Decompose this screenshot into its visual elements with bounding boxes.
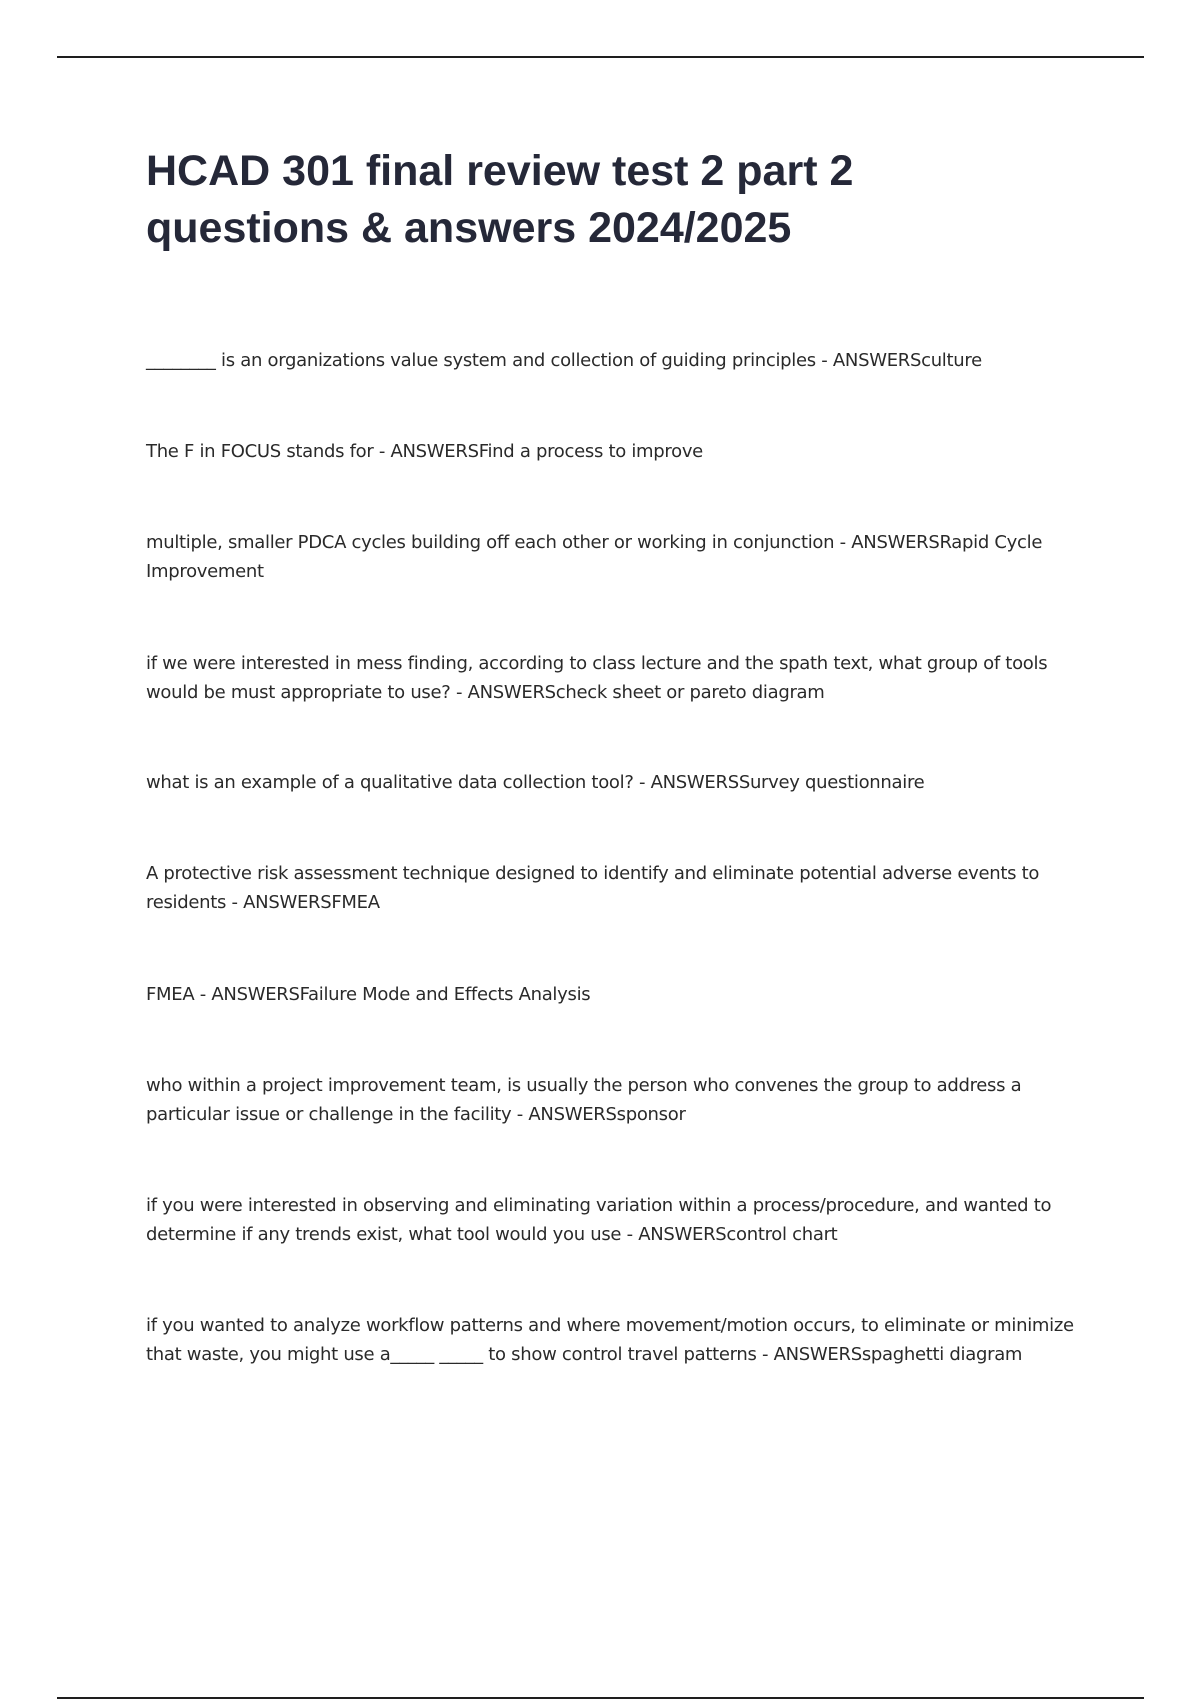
qa-item: ________ is an organizations value system and collection of guiding principles - ANSWERSculture [146,350,982,371]
qa-item: if you were interested in observing and eliminating variation within a process/procedure, and wanted to determine if any trends exist, what tool would you use - ANSWERScontrol chart [146,1195,1052,1245]
page-title [146,143,1106,257]
qa-item: multiple, smaller PDCA cycles building off each other or working in conjunction - ANSWERSRapid Cycle Improvement [146,532,1043,582]
top-divider [57,56,1144,58]
qa-item: FMEA - ANSWERSFailure Mode and Effects Analysis [146,984,591,1005]
page-title-line-1: HCAD 301 final review test 2 part 2 [146,147,854,195]
page-title-line-2: questions & answers 2024/2025 [146,204,792,252]
qa-item: The F in FOCUS stands for - ANSWERSFind a process to improve [146,441,703,462]
bottom-divider [57,1697,1144,1699]
qa-item: if we were interested in mess finding, according to class lecture and the spath text, what group of tools would be must appropriate to use? - ANSWERScheck sheet or pareto diagram [146,653,1048,703]
qa-item: what is an example of a qualitative data collection tool? - ANSWERSSurvey questionnaire [146,772,925,793]
qa-item: who within a project improvement team, is usually the person who convenes the group to address a particular issue or challenge in the facility - ANSWERSsponsor [146,1075,1022,1125]
qa-item: A protective risk assessment technique designed to identify and eliminate potential adverse events to residents - ANSWERSFMEA [146,863,1040,913]
qa-item: if you wanted to analyze workflow patterns and where movement/motion occurs, to eliminate or minimize that waste, you might use a_____ _____ to show control travel patterns - ANSWERSspaghetti diagram [146,1315,1074,1365]
